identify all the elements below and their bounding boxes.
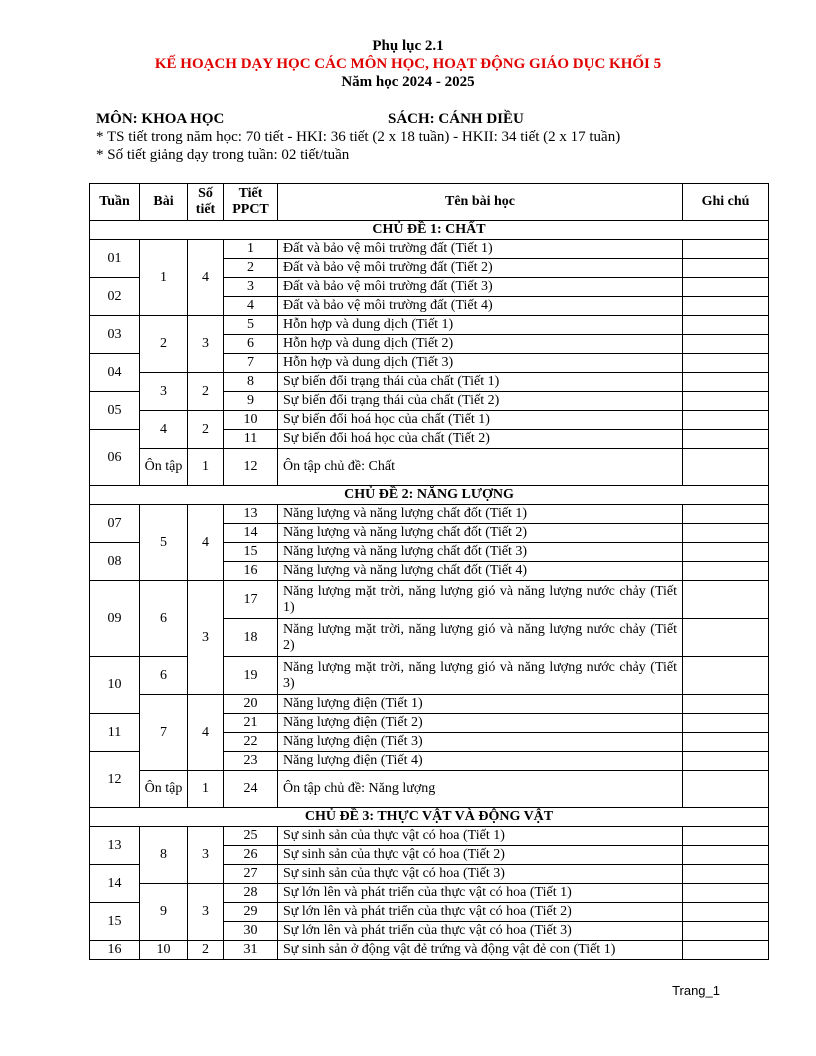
note-cell [683,733,769,752]
ppct-cell: 5 [224,316,278,335]
note-cell [683,297,769,316]
table-header-row [90,184,769,221]
lesson-name-cell: Đất và bảo vệ môi trường đất (Tiết 3) [278,278,683,297]
ppct-cell: 6 [224,335,278,354]
note-cell [683,411,769,430]
table-row [90,240,769,259]
note-cell [683,941,769,960]
ppct-cell: 2 [224,259,278,278]
header-week: Tuần [90,184,140,221]
note-cell [683,884,769,903]
week-cell: 10 [90,657,140,714]
lesson-name-cell: Ôn tập chủ đề: Chất [278,449,683,486]
count-cell: 2 [188,373,224,411]
ppct-cell: 8 [224,373,278,392]
count-cell: 4 [188,505,224,581]
ppct-cell: 15 [224,543,278,562]
ppct-cell: 3 [224,278,278,297]
note-cell [683,581,769,619]
table-row [90,316,769,335]
ppct-cell: 9 [224,392,278,411]
note-cell [683,449,769,486]
lesson-name-cell: Năng lượng mặt trời, năng lượng gió và năng lượng nước chảy (Tiết 2) [278,619,683,657]
week-cell: 06 [90,430,140,486]
table-row [90,373,769,392]
table-row [90,884,769,903]
note-cell [683,827,769,846]
theme-title: CHỦ ĐỀ 3: THỰC VẬT VÀ ĐỘNG VẬT [90,808,769,827]
lesson-name-cell: Sự sinh sản của thực vật có hoa (Tiết 2) [278,846,683,865]
week-cell: 05 [90,392,140,430]
note-cell [683,524,769,543]
lesson-name-cell: Năng lượng điện (Tiết 2) [278,714,683,733]
lesson-cell: Ôn tập [140,771,188,808]
table-row [90,771,769,808]
ppct-cell: 17 [224,581,278,619]
note-cell [683,278,769,297]
ppct-cell: 14 [224,524,278,543]
week-cell: 09 [90,581,140,657]
count-cell: 3 [188,581,224,695]
lesson-cell: 10 [140,941,188,960]
school-year: Năm học 2024 - 2025 [341,74,475,90]
lesson-name-cell: Sự lớn lên và phát triển của thực vật có hoa (Tiết 1) [278,884,683,903]
lesson-cell: 3 [140,373,188,411]
ppct-cell: 24 [224,771,278,808]
note-cell [683,922,769,941]
lesson-cell: 2 [140,316,188,373]
note-cell [683,543,769,562]
week-cell: 02 [90,278,140,316]
lesson-plan-table [89,183,769,960]
ppct-cell: 12 [224,449,278,486]
note-cell [683,657,769,695]
lesson-cell: 9 [140,884,188,941]
note-cell [683,865,769,884]
lesson-name-cell: Sự sinh sản của thực vật có hoa (Tiết 3) [278,865,683,884]
ppct-cell: 22 [224,733,278,752]
total-periods-note: * TS tiết trong năm học: 70 tiết - HKI: 36 tiết (2 x 18 tuần) - HKII: 34 tiết (2 x 17 tuần) [96,129,621,145]
week-cell: 14 [90,865,140,903]
lesson-name-cell: Sự biến đổi hoá học của chất (Tiết 1) [278,411,683,430]
note-cell [683,846,769,865]
header-note: Ghi chú [683,184,769,221]
theme-title: CHỦ ĐỀ 2: NĂNG LƯỢNG [90,486,769,505]
note-cell [683,752,769,771]
lesson-name-cell: Năng lượng và năng lượng chất đốt (Tiết 1) [278,505,683,524]
ppct-cell: 11 [224,430,278,449]
table-row [90,505,769,524]
weekly-periods-note: * Số tiết giảng dạy trong tuần: 02 tiết/tuần [96,147,350,163]
lesson-cell: 7 [140,695,188,771]
note-cell [683,430,769,449]
header-ppct: Tiết PPCT [224,184,278,221]
week-cell: 04 [90,354,140,392]
ppct-cell: 31 [224,941,278,960]
ppct-cell: 28 [224,884,278,903]
lesson-name-cell: Sự sinh sản của thực vật có hoa (Tiết 1) [278,827,683,846]
ppct-cell: 7 [224,354,278,373]
count-cell: 1 [188,449,224,486]
note-cell [683,392,769,411]
note-cell [683,505,769,524]
table-row [90,581,769,619]
table-row [90,827,769,846]
note-cell [683,771,769,808]
ppct-cell: 13 [224,505,278,524]
lesson-name-cell: Năng lượng điện (Tiết 1) [278,695,683,714]
lesson-cell: 8 [140,827,188,884]
theme-title: CHỦ ĐỀ 1: CHẤT [90,221,769,240]
lesson-name-cell: Sự lớn lên và phát triển của thực vật có hoa (Tiết 2) [278,903,683,922]
lesson-cell: 1 [140,240,188,316]
ppct-cell: 29 [224,903,278,922]
lesson-cell: 4 [140,411,188,449]
ppct-cell: 16 [224,562,278,581]
ppct-cell: 19 [224,657,278,695]
ppct-cell: 1 [224,240,278,259]
count-cell: 4 [188,695,224,771]
week-cell: 12 [90,752,140,808]
note-cell [683,259,769,278]
week-cell: 03 [90,316,140,354]
count-cell: 4 [188,240,224,316]
ppct-cell: 27 [224,865,278,884]
appendix-label: Phụ lục 2.1 [372,38,444,54]
week-cell: 15 [90,903,140,941]
theme-row [90,808,769,827]
ppct-cell: 30 [224,922,278,941]
lesson-name-cell: Năng lượng mặt trời, năng lượng gió và năng lượng nước chảy (Tiết 3) [278,657,683,695]
ppct-cell: 10 [224,411,278,430]
ppct-cell: 21 [224,714,278,733]
lesson-name-cell: Hỗn hợp và dung dịch (Tiết 2) [278,335,683,354]
table-row [90,941,769,960]
document-title: KẾ HOẠCH DẠY HỌC CÁC MÔN HỌC, HOẠT ĐỘNG GIÁO DỤC KHỐI 5 [154,56,662,72]
count-cell: 2 [188,941,224,960]
lesson-name-cell: Hỗn hợp và dung dịch (Tiết 3) [278,354,683,373]
note-cell [683,619,769,657]
lesson-name-cell: Năng lượng và năng lượng chất đốt (Tiết 3) [278,543,683,562]
lesson-cell: 6 [140,657,188,695]
week-cell: 13 [90,827,140,865]
note-cell [683,903,769,922]
header-lesson: Bài [140,184,188,221]
subject-label: MÔN: KHOA HỌC [96,111,225,127]
lesson-cell: 6 [140,581,188,657]
note-cell [683,354,769,373]
note-cell [683,714,769,733]
lesson-name-cell: Ôn tập chủ đề: Năng lượng [278,771,683,808]
lesson-name-cell: Đất và bảo vệ môi trường đất (Tiết 1) [278,240,683,259]
week-cell: 08 [90,543,140,581]
ppct-cell: 23 [224,752,278,771]
lesson-name-cell: Sự biến đổi hoá học của chất (Tiết 2) [278,430,683,449]
lesson-name-cell: Năng lượng điện (Tiết 3) [278,733,683,752]
table-row [90,411,769,430]
ppct-cell: 4 [224,297,278,316]
count-cell: 1 [188,771,224,808]
week-cell: 11 [90,714,140,752]
ppct-cell: 25 [224,827,278,846]
week-cell: 07 [90,505,140,543]
week-cell: 16 [90,941,140,960]
lesson-name-cell: Năng lượng mặt trời, năng lượng gió và năng lượng nước chảy (Tiết 1) [278,581,683,619]
ppct-cell: 26 [224,846,278,865]
lesson-name-cell: Đất và bảo vệ môi trường đất (Tiết 2) [278,259,683,278]
lesson-name-cell: Sự sinh sản ở động vật đẻ trứng và động vật đẻ con (Tiết 1) [278,941,683,960]
note-cell [683,335,769,354]
lesson-name-cell: Năng lượng và năng lượng chất đốt (Tiết 4) [278,562,683,581]
lesson-name-cell: Năng lượng điện (Tiết 4) [278,752,683,771]
page-number: Trang_1 [672,983,720,998]
ppct-cell: 20 [224,695,278,714]
theme-row [90,221,769,240]
lesson-name-cell: Năng lượng và năng lượng chất đốt (Tiết 2) [278,524,683,543]
book-label: SÁCH: CÁNH DIỀU [388,111,524,127]
count-cell: 3 [188,316,224,373]
count-cell: 2 [188,411,224,449]
lesson-name-cell: Sự lớn lên và phát triển của thực vật có hoa (Tiết 3) [278,922,683,941]
table-row [90,695,769,714]
lesson-name-cell: Hỗn hợp và dung dịch (Tiết 1) [278,316,683,335]
table-row [90,449,769,486]
note-cell [683,240,769,259]
lesson-cell: Ôn tập [140,449,188,486]
header-count: Số tiết [188,184,224,221]
note-cell [683,373,769,392]
lesson-name-cell: Sự biến đổi trạng thái của chất (Tiết 2) [278,392,683,411]
week-cell: 01 [90,240,140,278]
count-cell: 3 [188,884,224,941]
theme-row [90,486,769,505]
header-name: Tên bài học [278,184,683,221]
note-cell [683,695,769,714]
lesson-name-cell: Sự biến đổi trạng thái của chất (Tiết 1) [278,373,683,392]
count-cell: 3 [188,827,224,884]
ppct-cell: 18 [224,619,278,657]
note-cell [683,316,769,335]
lesson-name-cell: Đất và bảo vệ môi trường đất (Tiết 4) [278,297,683,316]
lesson-cell: 5 [140,505,188,581]
note-cell [683,562,769,581]
